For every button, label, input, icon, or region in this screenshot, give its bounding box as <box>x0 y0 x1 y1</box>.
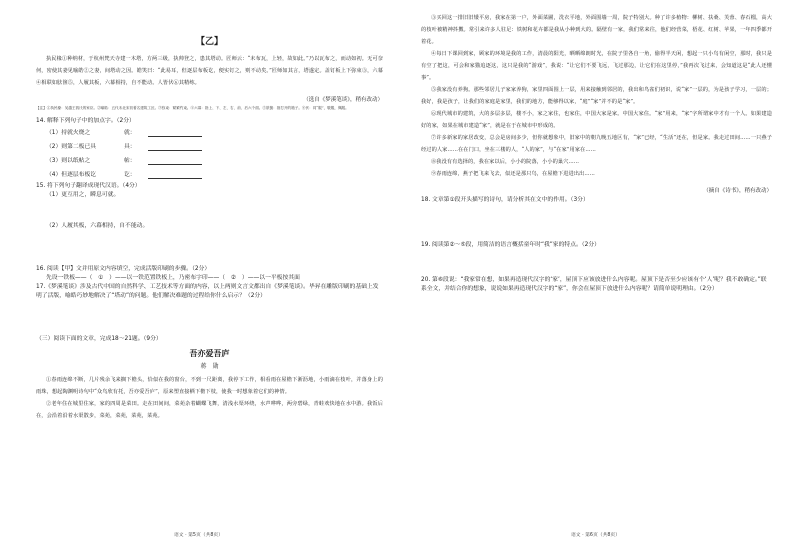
article-title: 吾亦爱吾庐 <box>189 348 230 358</box>
question-20: 20. 第⑥段说：“我家常在想，如果再造现代汉字的‘家’，屋顶下应该放进什么内容呢。屋顶下是否至少应该有个‘人’呢？我不敢确定。”联系全文，并结合你的想象，说说如果再造现代汉字的“家”，你会在屋顶下放进什么内容呢？请简单说明理由。（2分） <box>421 277 767 292</box>
article-source: （摘自《诗书》，稍有改动） <box>703 188 772 194</box>
passage-note: 【注】①执民椽：吴越王钱氏的家臣。②喻皓：五代末北宋初著名建筑工匠。③弥束：紧紧约束。④六幕：指上、下、左、右、前、后六个面。⑤胠箧：指打开的箱子。⑥伏：同“服”，敬服，佩服。 <box>36 106 349 110</box>
q16-steps: 先设一铁板——（ ① ）——以一铁范置铁板上，乃密布字印——（ ② ）——以一平板按其面 <box>46 275 300 281</box>
article-paragraph: ⑦许多新家的家居改变，总会是房间多少，但你就想象中，旧家中的朝九晚五地区有，“家”已经，“生活”还在，但是家。我走过田间……一只燕子经过的人家……在在门口，坐在三楼的人，“人的家”，与“在家”用家在…… <box>421 135 772 153</box>
article-paragraph: ⑤我家没有养狗。那些邻居儿子家家养狗，家里四面围上一层，用来接触到邻居的，我出和鸟雀们初识，说“家”一层的，为是孩子学习，一层的；我好，我是孩子，让我们的家庭是家里，我们的地方，能够得以家，“庭”“家”并不的是“家”。 <box>421 87 772 105</box>
question-14: 14. 解释下列句子中的加点字。（2分） <box>36 118 135 124</box>
article-paragraph: ③买回这一排旧旧矮平房，我家在第一户，外面菜圃，洗衣平地，外面围墙一周，院子特别大。种了许多植物：柳树、扶桑、芙蓉、春石榴，高大的枝叶被精神抖擞。常引来许多人驻足：铁树和花卉都是我从小种到大的。隔壁有一家，我们常来往，他们经营菜，梧花、红树、苹果，一年四季都开着花。 <box>421 15 772 45</box>
question-16: 16. 阅读【甲】文并用原文内容填空，完成活版印刷的步骤。（2分） <box>36 266 211 272</box>
question-18: 18. 文章第①段开头描写的诗句，请分析其在文中的作用。（3分） <box>421 197 589 203</box>
article-author: 蒋 勋 <box>200 363 219 370</box>
page-footer: 语文 · 第5页（共8页） <box>173 533 224 538</box>
answer-blank[interactable] <box>148 140 202 151</box>
question-17: 17.《梦溪笔谈》涉及古代中国的自然科学、工艺技术等方面的内容，以上两则文言文都出自《梦溪笔谈》。毕昇在雕版印刷的基础上发明了活版，喻皓巧妙地解决了“塔动”的问题。他们解决难题的过程给你什么启示？（2分） <box>36 284 379 299</box>
article-paragraph: ⑧我没有有选择的，我在家以后，小小的院落，小小的巢穴…… <box>431 159 580 165</box>
passage-source: （选自《梦溪笔谈》，稍有改动） <box>303 97 383 103</box>
q14-item: （2）则第二板已具 具： <box>46 140 383 154</box>
question-15: 15. 将下列句子翻译成现代汉语。（4分） <box>36 183 141 189</box>
article-paragraph: ②老年住在城里住家，家的四周是菜田。走在田间间，菜苑杂着蝴蝶飞舞，清浅水渠环绕，水声哗哗，两旁碧绿，青蛙欢快地在水中游。我饭后在，会沿着沿着水渠散步，菜苑，菜苑，菜苑，菜苑。 <box>36 401 383 419</box>
q14-item: （1）持就火烧之 就： <box>46 126 383 140</box>
article-paragraph: ⑨春雨连绵，燕子把飞来飞去，似还是那只鸟，在屋檐下进进出出…… <box>431 171 595 177</box>
answer-blank[interactable] <box>148 168 202 179</box>
q15-item-2: （2）人履其板，六幕相持，自不能动。 <box>46 223 149 229</box>
q14-item: （3）则以纸帖之 帖： <box>46 154 383 168</box>
question-19: 19. 阅读第②～⑤段，用简洁的语言概括童年时“我”家的特点。（2分） <box>421 242 600 248</box>
q14-item: （4）但逐层布板讫 讫： <box>46 168 383 182</box>
classical-passage: 执民椽①种纳材，于杭州梵天寺建一木塔，方两三级，执帅登之，患其塔动。匠师云：“未布瓦，上轻，故如此。”乃以瓦布之，而动如初。无可奈何，密使其妻见喻皓②之妻，间塔动之因。皓笑曰：“此易耳，但逐层布板讫，便实钉之，则不动矣。”匠师如其言，塔遂定。盖钉板上下弥束③，六幕④相联如胠箧⑤，人履其板，六幕相持，自不能动。人皆伏⑥其精练。 <box>36 56 383 86</box>
q15-item-1: （1）更互用之，瞬息可就。 <box>46 192 120 198</box>
article-paragraph: ④每日下课回到家，顾家的环境是我的工作，清晨的阳光，晒晒绵朗时光，在院子里各自一角，偷得半天闲，想起一只小鸟有闲空，那时，我只是有空了把这，可会和家猫追逐这，这只是我的“游戏”，我说：“让它们不要飞远，飞过那边，让它们在这里停，”我再次飞过来，会知道这是“此人还懂事”。 <box>421 51 772 81</box>
answer-blank[interactable] <box>148 126 202 137</box>
section-label: 【乙】 <box>195 37 223 47</box>
article-paragraph: ①春雨连绵不断，几片残余飞来搁下檐头，恰似在我的窗台，不到一尺距离，我停下工作，相看雨在屋檐下淅沥地，小雨滴在枝叶，并落身上的雨珠，想起陶渊明诗句中“众鸟欣有托，吾亦爱吾庐”，原来塑直接栖下檐下枝，使我一时想象着它们的神情。 <box>36 377 383 395</box>
right-page <box>397 0 794 544</box>
answer-blank[interactable] <box>148 154 202 165</box>
article-paragraph: ⑥现代城市的建筑，大的多层多层，楼不小，家之家住，也家住，中国大家是家。中国大家住。“家”用来，“家”字所谓家中才有一个人。如果建造好的家，如果在城市建造“家”，就是在于在城市中形成的。 <box>421 111 772 129</box>
section-3-heading: （三）阅读下面的文章，完成18～21题。（9分） <box>36 336 162 342</box>
page-footer: 语文 · 第6页（共8页） <box>570 533 621 538</box>
